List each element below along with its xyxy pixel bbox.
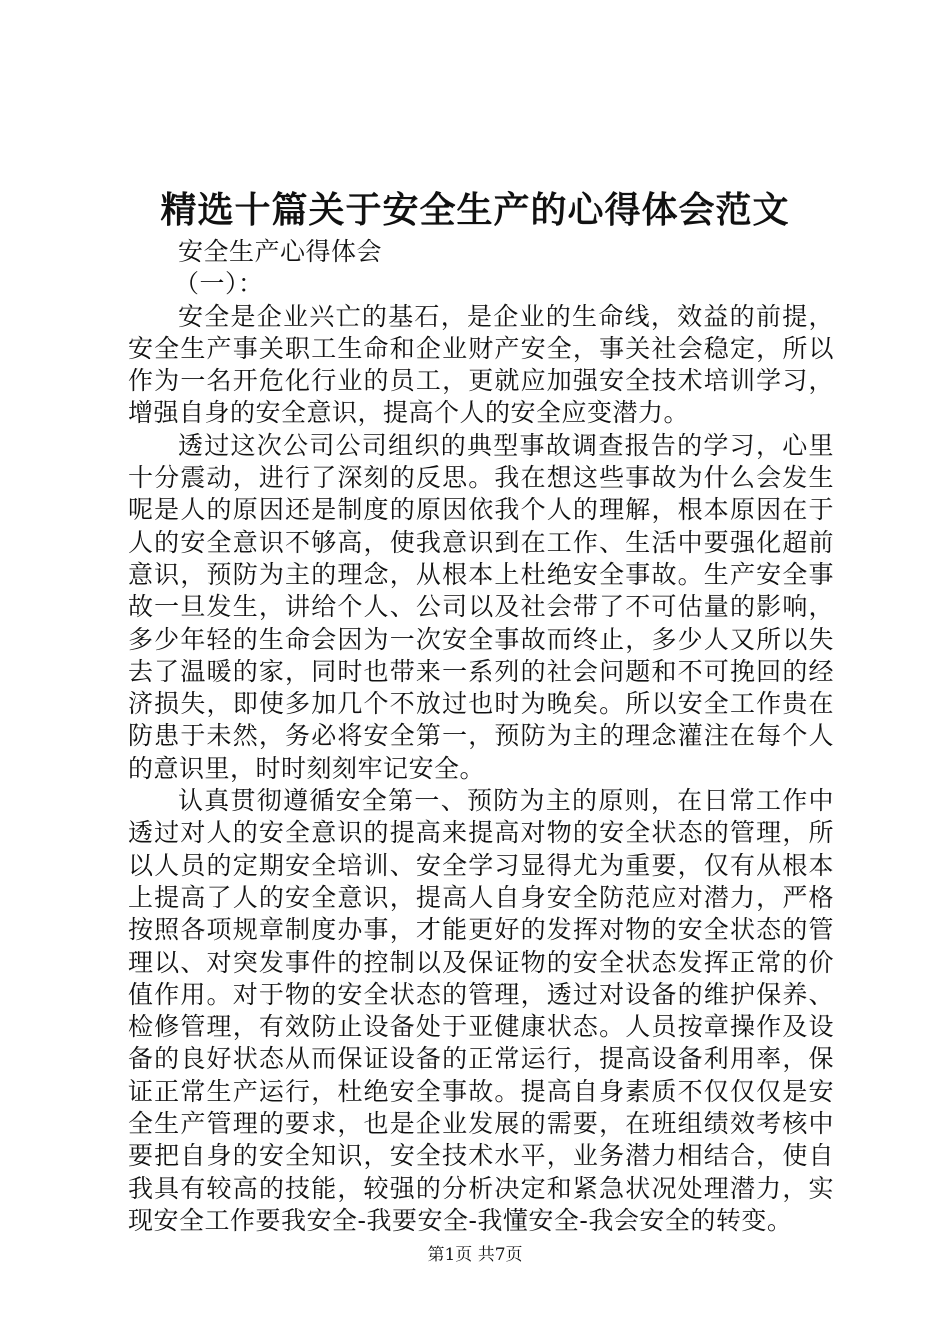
document-title: 精选十篇关于安全生产的心得体会范文: [160, 189, 790, 231]
paragraph-3: 认真贯彻遵循安全第一、预防为主的原则，在日常工作中透过对人的安全意识的提高来提高对物的安全状态的管理，所以人员的定期安全培训、安全学习显得尤为重要，仅有从根本上提高了人的安全意识，提高人自身安全防范应对潜力，严格按照各项规章制度办事，才能更好的发挥对物的安全状态的管理以、对突发事件的控制以及保证物的安全状态发挥正常的价值作用。对于物的安全状态的管理，透过对设备的维护保养、检修管理，有效防止设备处于亚健康状态。人员按章操作及设备的良好状态从而保证设备的正常运行，提高设备利用率，保证正常生产运行，杜绝安全事故。提高自身素质不仅仅仅是安全生产管理的要求，也是企业发展的需要，在班组绩效考核中要把自身的安全知识，安全技术水平，业务潜力相结合，使自我具有较高的技能，较强的分析决定和紧急状况处理潜力，实现安全工作要我安全-我要安全-我懂安全-我会安全的转变。: [128, 786, 834, 1235]
paragraph-1: 安全是企业兴亡的基石，是企业的生命线，效益的前提，安全生产事关职工生命和企业财产安全，事关社会稳定，所以作为一名开危化行业的员工，更就应加强安全技术培训学习，增强自身的安全意识，提高个人的安全应变潜力。: [128, 301, 834, 428]
section-label: （一）：: [174, 269, 264, 299]
document-body: [128, 236, 834, 1237]
page-footer: 第1页 共7页: [427, 1245, 523, 1265]
paragraph-2: 透过这次公司公司组织的典型事故调查报告的学习，心里十分震动，进行了深刻的反思。我在想这些事故为什么会发生呢是人的原因还是制度的原因依我个人的理解，根本原因在于人的安全意识不够高，使我意识到在工作、生活中要强化超前意识，预防为主的理念，从根本上杜绝安全事故。生产安全事故一旦发生，讲给个人、公司以及社会带了不可估量的影响，多少年轻的生命会因为一次安全事故而终止，多少人又所以失去了温暖的家，同时也带来一系列的社会问题和不可挽回的经济损失，即使多加几个不放过也时为晚矣。所以安全工作贵在防患于未然，务必将安全第一，预防为主的理念灌注在每个人的意识里，时时刻刻牢记安全。: [128, 430, 834, 783]
document-subheading: 安全生产心得体会: [178, 237, 383, 266]
